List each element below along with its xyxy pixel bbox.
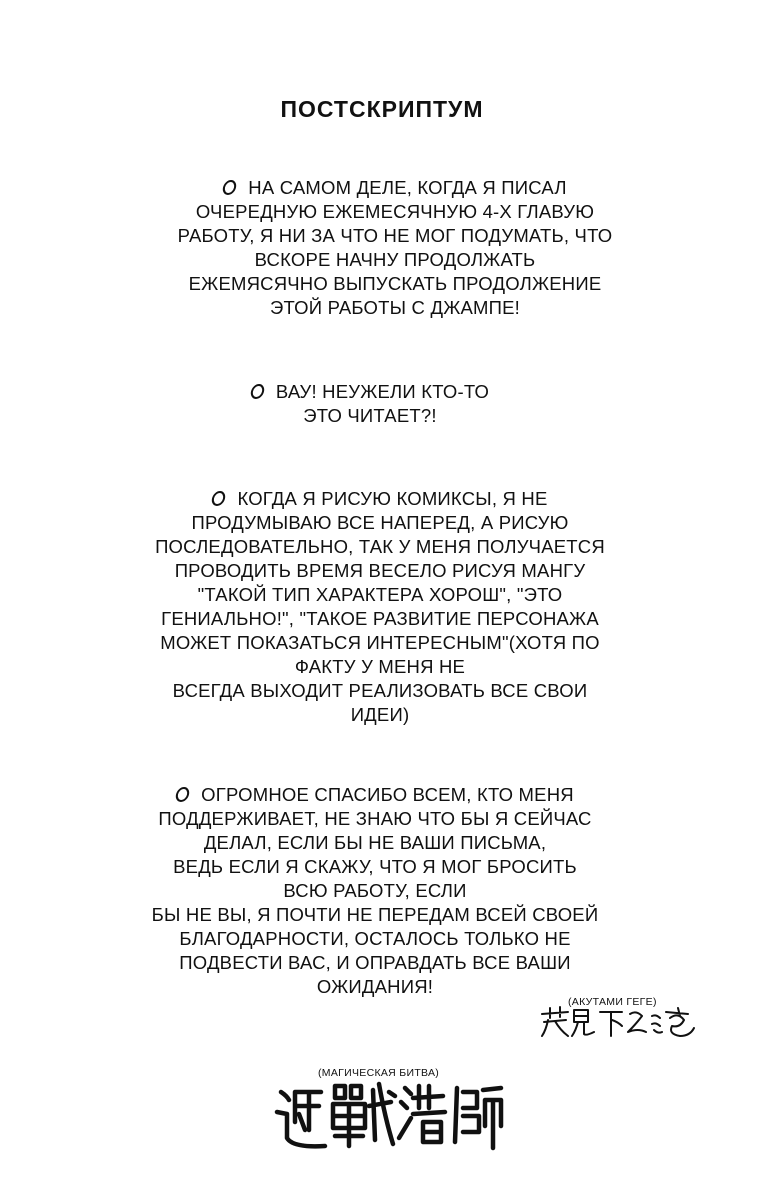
bullet-circle-icon <box>222 180 238 195</box>
text-line: ВЕДЬ ЕСЛИ Я СКАЖУ, ЧТО Я МОГ БРОСИТЬ <box>173 856 577 877</box>
bullet-circle-icon <box>175 787 191 802</box>
text-line: ПОДВЕСТИ ВАС, И ОПРАВДАТЬ ВСЕ ВАШИ <box>179 952 571 973</box>
text-line: ОГРОМНОЕ СПАСИБО ВСЕМ, КТО МЕНЯ <box>140 783 610 807</box>
text-line: ФАКТУ У МЕНЯ НЕ <box>294 656 466 677</box>
text-line: ГЕНИАЛЬНО!", "ТАКОЕ РАЗВИТИЕ ПЕРСОНАЖА <box>161 608 599 629</box>
bullet-circle-icon <box>211 491 227 506</box>
text-line: ВСКОРЕ НАЧНУ ПРОДОЛЖАТЬ <box>254 249 536 270</box>
bullet-circle-icon <box>249 384 265 399</box>
text-line: ЭТОЙ РАБОТЫ С ДЖАМПЕ! <box>269 297 520 318</box>
text-line: ОЧЕРЕДНУЮ ЕЖЕМЕСЯЧНУЮ 4-Х ГЛАВУЮ <box>195 201 595 222</box>
paragraph-1 <box>150 176 640 320</box>
text-line: ВАУ! НЕУЖЕЛИ КТО-ТО <box>200 380 540 404</box>
text-line: КОГДА Я РИСУЮ КОМИКСЫ, Я НЕ <box>130 487 630 511</box>
text-line: ЭТО ЧИТАЕТ?! <box>303 405 437 426</box>
text-line: ЕЖЕМЯСЯЧНО ВЫПУСКАТЬ ПРОДОЛЖЕНИЕ <box>188 273 602 294</box>
paragraph-4 <box>140 783 610 999</box>
text-line: ВСЕГДА ВЫХОДИТ РЕАЛИЗОВАТЬ ВСЕ СВОИ <box>172 680 588 701</box>
text-line: БЛАГОДАРНОСТИ, ОСТАЛОСЬ ТОЛЬКО НЕ <box>179 928 571 949</box>
text-line: БЫ НЕ ВЫ, Я ПОЧТИ НЕ ПЕРЕДАМ ВСЕЙ СВОЕЙ <box>151 904 599 925</box>
author-signature <box>538 1006 698 1040</box>
text-line: ИДЕИ) <box>350 704 410 725</box>
paragraph-2 <box>200 380 540 428</box>
page-title: ПОСТСКРИПТУМ <box>280 96 484 122</box>
text-line: "ТАКОЙ ТИП ХАРАКТЕРА ХОРОШ", "ЭТО <box>197 584 563 605</box>
author-caption: (АКУТАМИ ГЕГЕ) <box>568 996 657 1008</box>
series-title-caption: (МАГИЧЕСКАЯ БИТВА) <box>318 1067 440 1079</box>
text-line: ПРОДУМЫВАЮ ВСЕ НАПЕРЕД, А РИСУЮ <box>191 512 569 533</box>
text-line: ПРОВОДИТЬ ВРЕМЯ ВЕСЕЛО РИСУЯ МАНГУ <box>174 560 586 581</box>
paragraph-3 <box>130 487 630 727</box>
series-logo <box>273 1078 505 1158</box>
text-line: ВСЮ РАБОТУ, ЕСЛИ <box>283 880 467 901</box>
text-line: ПОДДЕРЖИВАЕТ, НЕ ЗНАЮ ЧТО БЫ Я СЕЙЧАС <box>158 808 592 829</box>
text-line: МОЖЕТ ПОКАЗАТЬСЯ ИНТЕРЕСНЫМ"(ХОТЯ ПО <box>160 632 600 653</box>
text-line: ОЖИДАНИЯ! <box>316 976 434 997</box>
text-line: РАБОТУ, Я НИ ЗА ЧТО НЕ МОГ ПОДУМАТЬ, ЧТО <box>177 225 613 246</box>
text-line: НА САМОМ ДЕЛЕ, КОГДА Я ПИСАЛ <box>150 176 640 200</box>
text-line: ПОСЛЕДОВАТЕЛЬНО, ТАК У МЕНЯ ПОЛУЧАЕТСЯ <box>155 536 605 557</box>
text-line: ДЕЛАЛ, ЕСЛИ БЫ НЕ ВАШИ ПИСЬМА, <box>203 832 547 853</box>
